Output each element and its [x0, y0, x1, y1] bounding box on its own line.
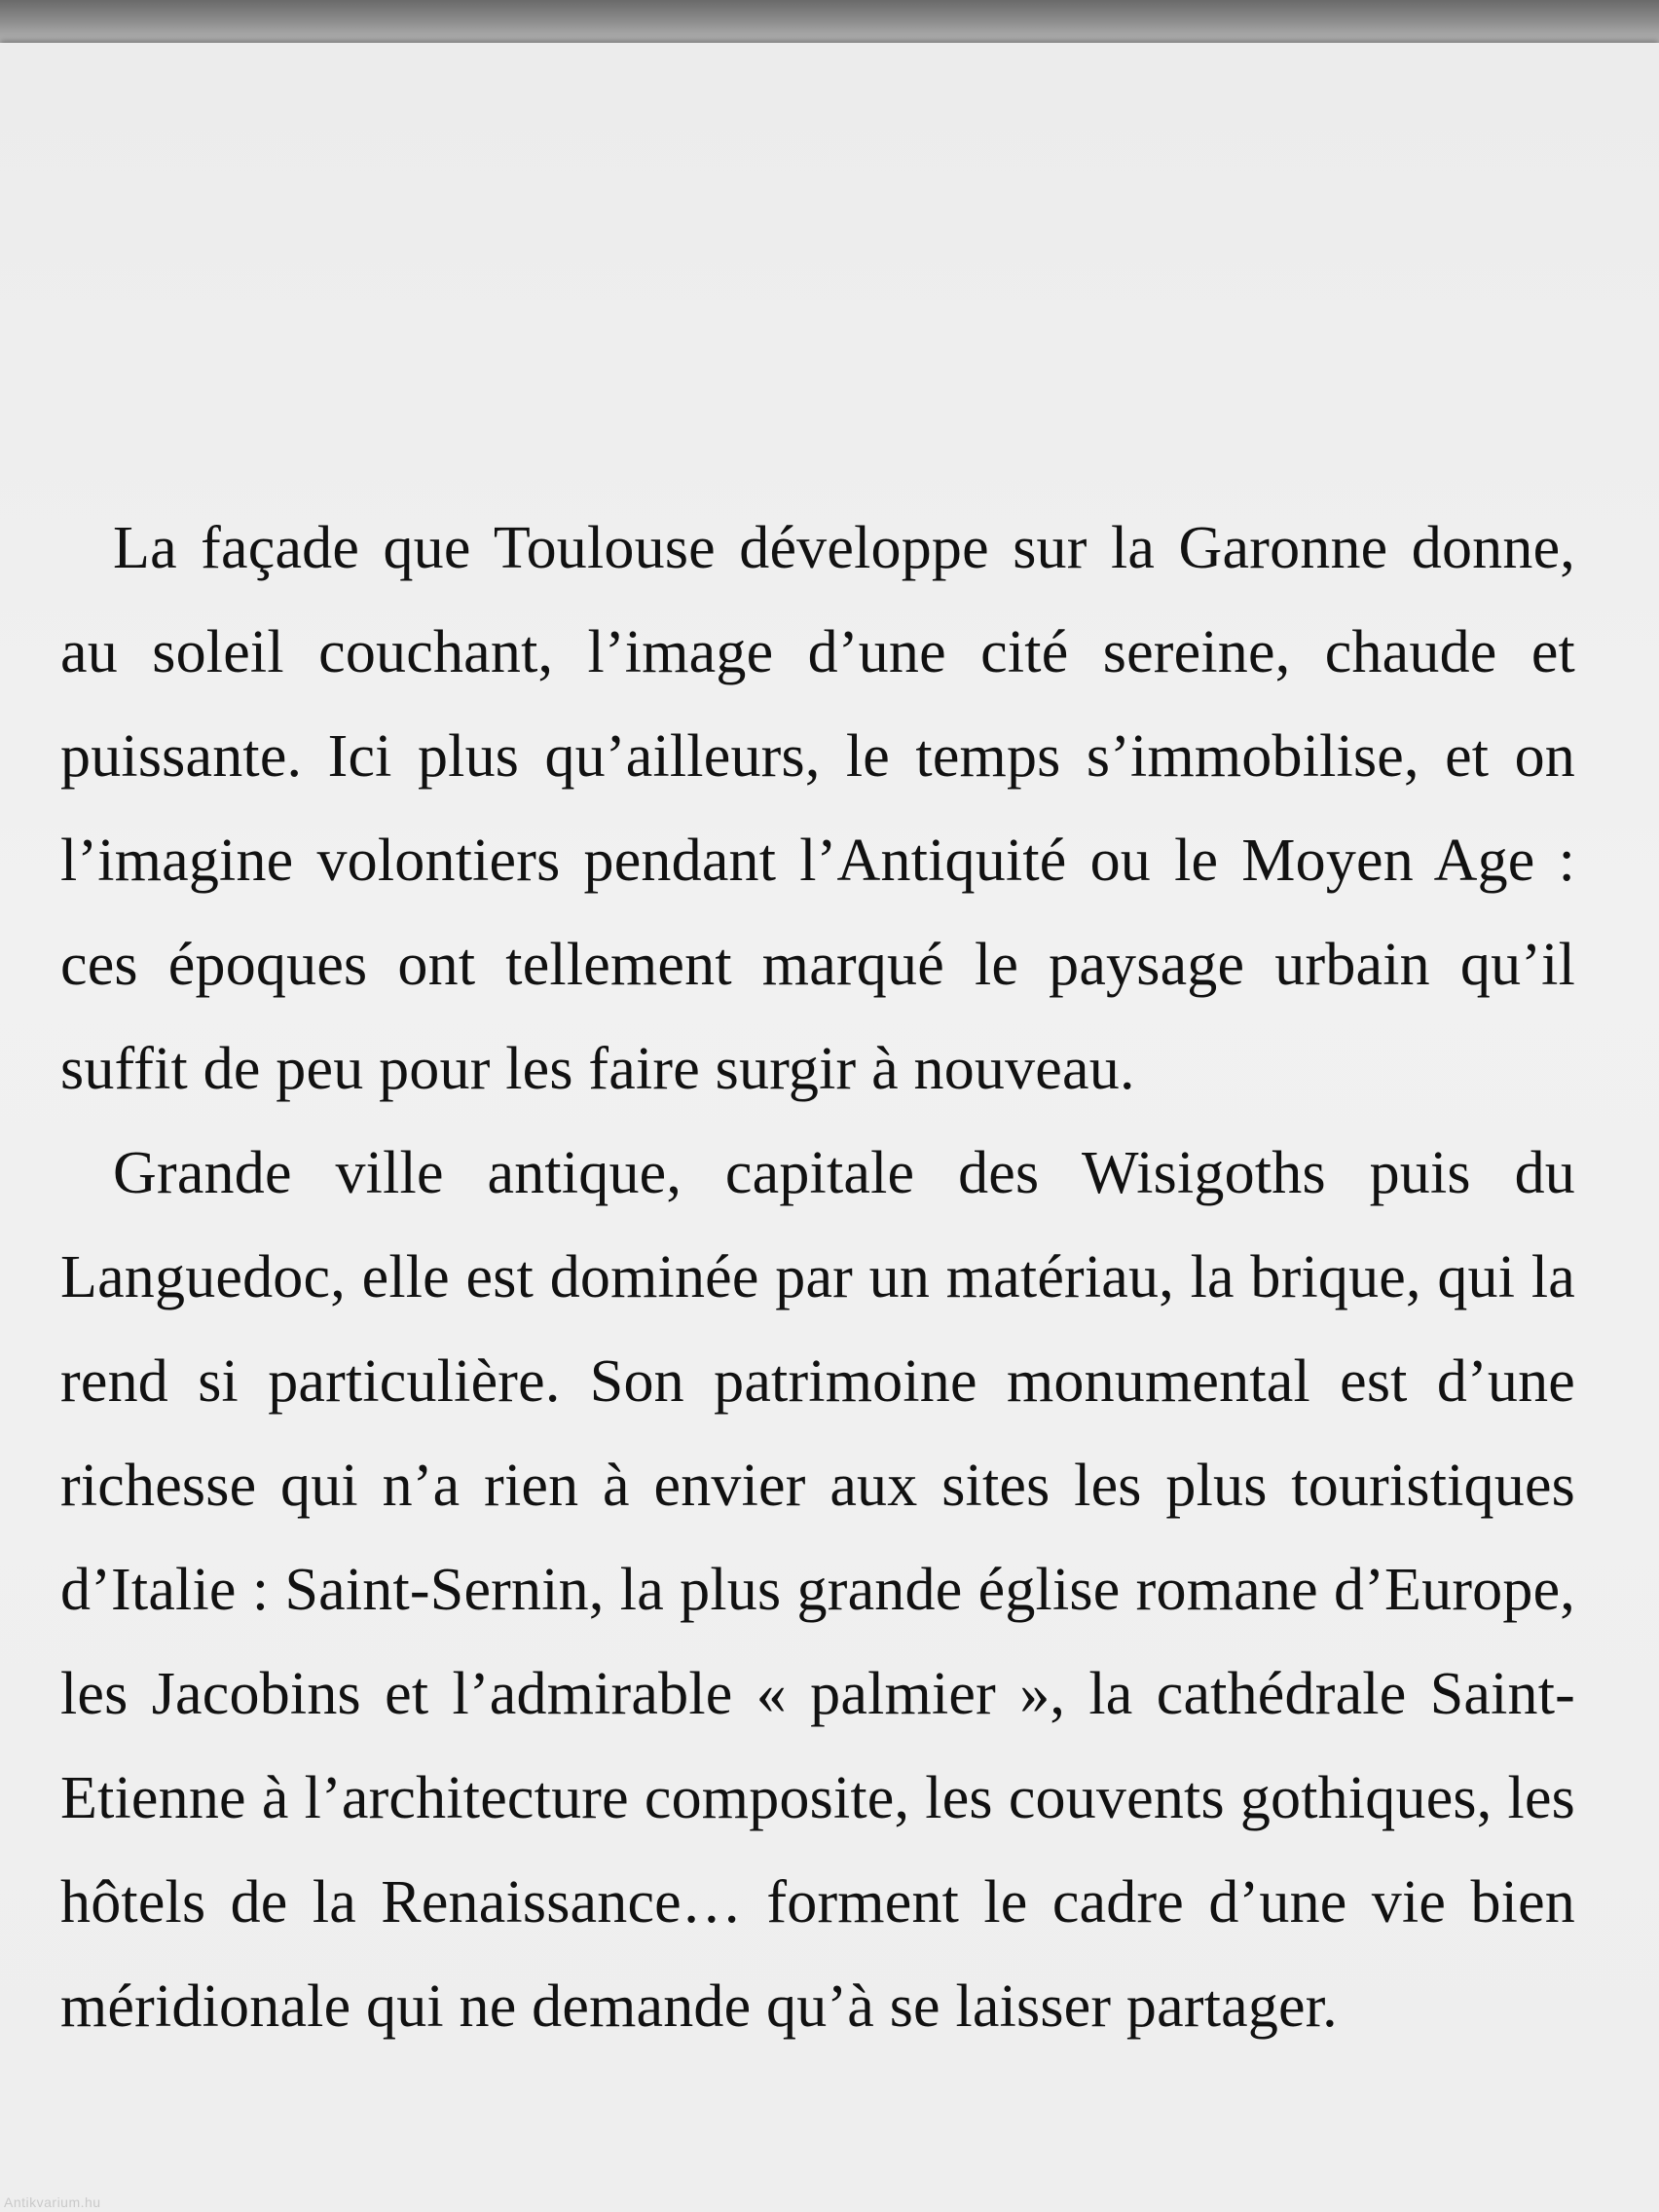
paragraph-1: La façade que Toulouse développe sur la Garonne donne, au soleil couchant, l’image d’une cité sereine, chaude et puissante. Ici plus qu’ailleurs, le temps s’immobilise, et on l’imagine volontiers pendant l’Antiquité ou le Moyen Age : ces époques ont tellement marqué le paysage urbain qu’il suffit de peu pour les faire surgir à nouveau. [60, 515, 1575, 1102]
background-surface [0, 0, 1659, 45]
body-text [60, 497, 1575, 2059]
book-page [0, 43, 1659, 2212]
paragraph-2: Grande ville antique, capitale des Wisigoths puis du Languedoc, elle est dominée par un matériau, la brique, qui la rend si particulière. Son patrimoine monumental est d’une richesse qui n’a rien à envier aux sites les plus touristiques d’Italie : Saint-Sernin, la plus grande église romane d’Europe, les Jacobins et l’admirable « palmier », la cathédrale Saint-Etienne à l’architecture composite, les couvents gothiques, les hôtels de la Renaissance… forment le cadre d’une vie bien méridionale qui ne demande qu’à se laisser partager. [60, 1140, 1575, 2040]
watermark: Antikvarium.hu [4, 2194, 101, 2210]
